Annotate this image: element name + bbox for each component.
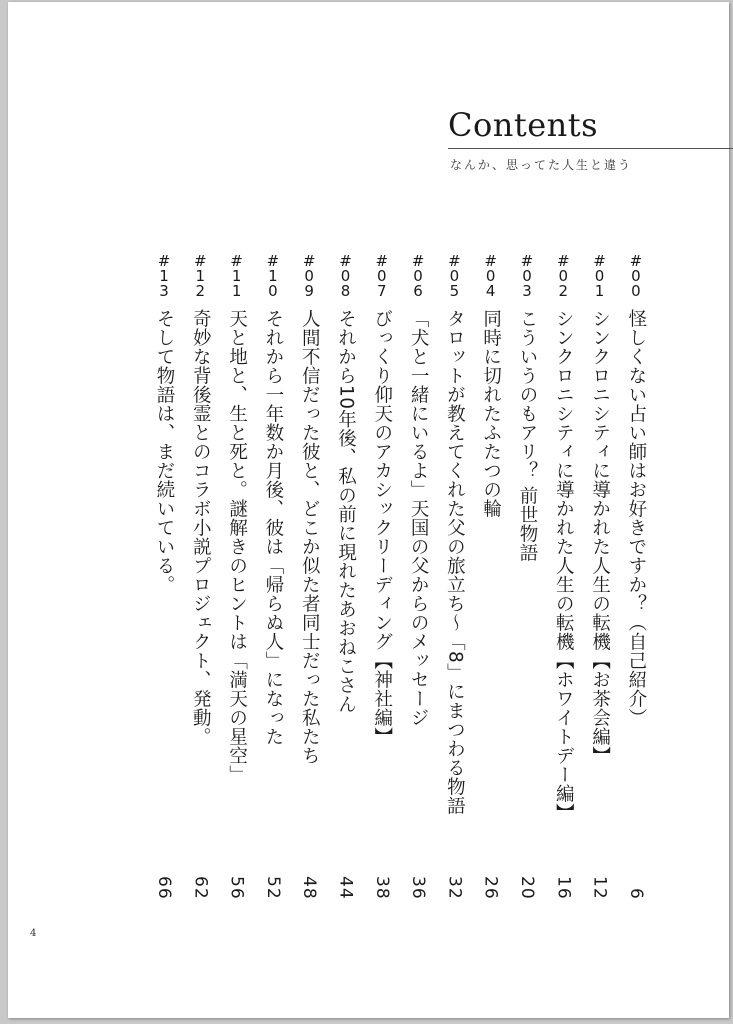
entry-number: #01 xyxy=(590,252,609,297)
toc-entry xyxy=(622,252,650,900)
page-subtitle: なんか、思ってた人生と違う xyxy=(450,158,633,172)
entry-page: 56 xyxy=(226,876,247,900)
entry-page: 20 xyxy=(516,876,537,900)
document-page xyxy=(8,2,729,1018)
entry-page: 26 xyxy=(480,876,501,900)
toc-entry xyxy=(186,252,214,900)
toc-entry xyxy=(586,252,614,900)
entry-number: #05 xyxy=(445,252,464,297)
table-of-contents xyxy=(150,252,650,900)
entry-page: 12 xyxy=(589,876,610,900)
entry-title: シンクロニシティに導かれた人生の転機【お茶会編】 xyxy=(589,309,611,765)
title-rule xyxy=(448,148,733,149)
entry-page: 32 xyxy=(444,876,465,900)
entry-number: #13 xyxy=(155,252,173,297)
toc-entry xyxy=(549,252,577,900)
toc-entry xyxy=(223,252,251,900)
entry-number: #12 xyxy=(191,252,210,297)
entry-page: 48 xyxy=(299,876,320,900)
toc-entry xyxy=(440,252,468,900)
entry-number: #10 xyxy=(263,252,282,297)
toc-entry xyxy=(404,252,432,900)
entry-number: #08 xyxy=(336,252,355,297)
entry-title: タロットが教えてくれた父の旅立ち〜「8」にまつわる物語 xyxy=(444,309,466,816)
toc-entry xyxy=(368,252,396,900)
toc-entry xyxy=(331,252,359,900)
entry-title: 怪しくない占い師はお好きですか？（自己紹介） xyxy=(625,309,647,727)
entry-title: びっくり仰天のアカシックリーディング【神社編】 xyxy=(371,309,393,746)
entry-page: 44 xyxy=(335,876,356,900)
entry-number: #11 xyxy=(227,252,246,297)
entry-page: 52 xyxy=(262,876,283,900)
entry-page: 6 xyxy=(625,888,646,900)
entry-page: 16 xyxy=(553,876,574,900)
entry-number: #09 xyxy=(300,252,319,297)
entry-number: #00 xyxy=(626,252,645,297)
entry-number: #07 xyxy=(372,252,391,297)
toc-entry xyxy=(295,252,323,900)
entry-title: それから10年後、私の前に現れたあおねこさん xyxy=(335,309,357,714)
entry-page: 62 xyxy=(190,876,211,900)
toc-entry xyxy=(259,252,287,900)
toc-entry xyxy=(150,252,178,900)
entry-number: #03 xyxy=(517,252,536,297)
entry-title: 「犬と一緒にいるよ」天国の父からのメッセージ xyxy=(408,309,430,727)
entry-page: 66 xyxy=(154,876,174,900)
entry-title: 同時に切れたふたつの輪 xyxy=(480,309,502,518)
page-title: Contents xyxy=(448,106,599,144)
entry-number: #02 xyxy=(554,252,573,297)
toc-entry xyxy=(513,252,541,900)
entry-title: 人間不信だった彼と、どこか似た者同士だった私たち xyxy=(299,309,321,765)
entry-title: そして物語は、まだ続いている。 xyxy=(154,309,175,594)
entry-title: こういうのもアリ？ 前世物語 xyxy=(516,309,538,563)
entry-title: それから一年数か月後、彼は「帰らぬ人」になった xyxy=(262,309,284,746)
page-folio: 4 xyxy=(30,928,37,939)
entry-title: シンクロニシティに導かれた人生の転機【ホワイトデー編】 xyxy=(553,309,575,822)
entry-number: #06 xyxy=(409,252,428,297)
entry-title: 奇妙な背後霊とのコラボ小説プロジェクト、発動。 xyxy=(190,309,212,746)
entry-title: 天と地と、生と死と。謎解きのヒントは「満天の星空」 xyxy=(226,309,248,784)
entry-page: 36 xyxy=(408,876,429,900)
toc-entry xyxy=(477,252,505,900)
entry-page: 38 xyxy=(371,876,392,900)
entry-number: #04 xyxy=(481,252,500,297)
